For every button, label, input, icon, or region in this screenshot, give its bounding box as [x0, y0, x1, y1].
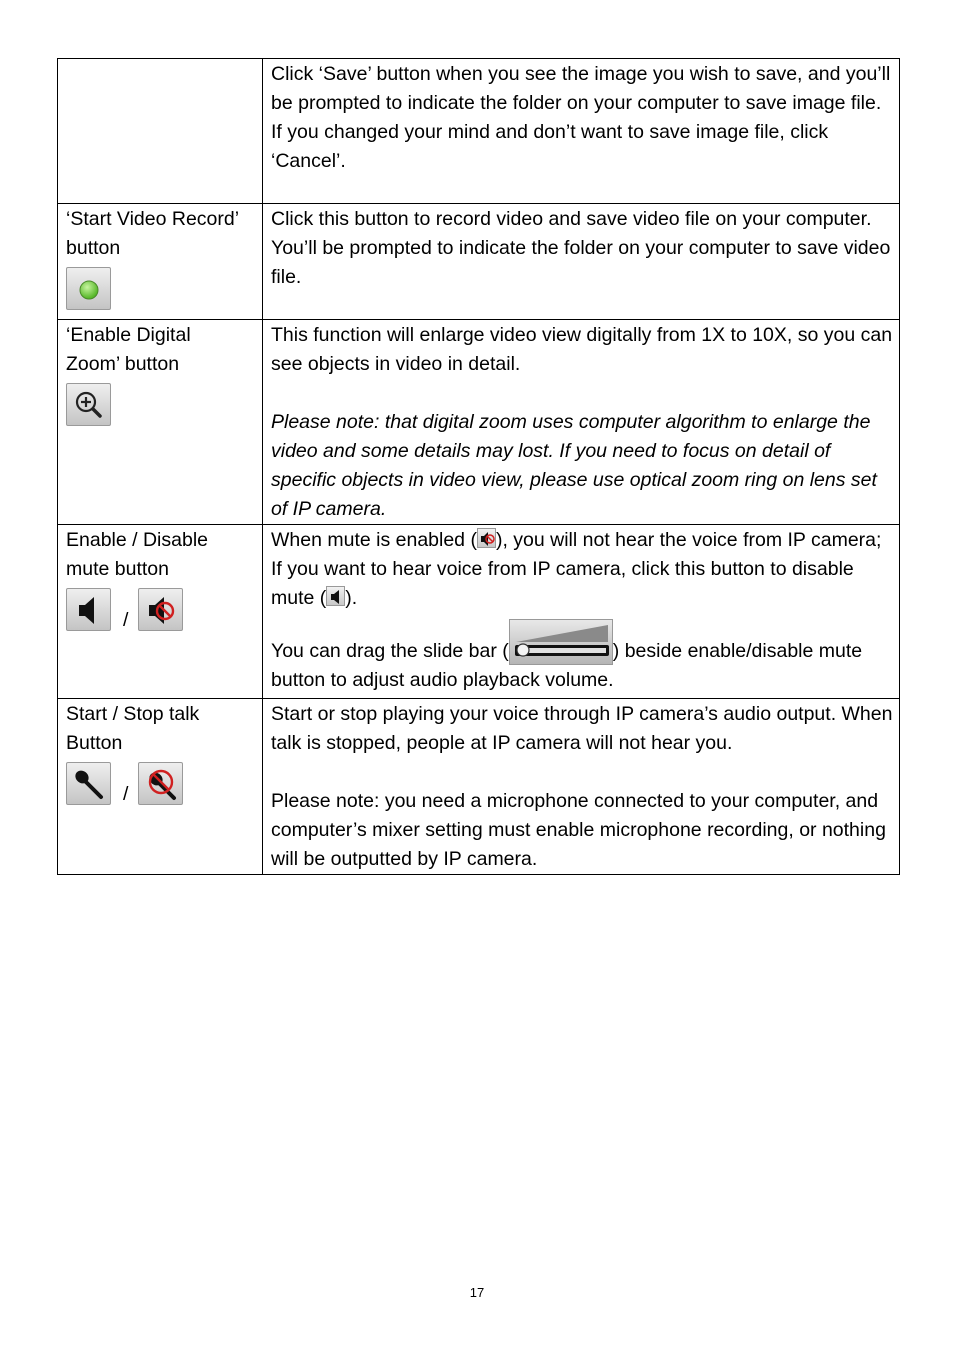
- feature-table: [57, 58, 900, 875]
- label-line: button: [66, 237, 121, 259]
- description-cell: [263, 699, 900, 875]
- slider-paragraph: You can drag the slide bar ( ) beside enable/disable mute button to adjust audio playback volume.: [271, 619, 893, 695]
- mute-paragraph: When mute is enabled ( ), you will not hear the voice from IP camera; If you want to hear voice from IP camera, click this button to disable mute ( ).: [271, 529, 882, 609]
- table-row: [58, 699, 900, 875]
- speaker-muted-icon: [477, 528, 496, 548]
- description-cell: [263, 525, 900, 699]
- table-row: [58, 204, 900, 320]
- record-icon: [66, 267, 111, 310]
- label-cell: [58, 525, 263, 699]
- label-line: Enable / Disable: [66, 529, 209, 551]
- label-cell: [58, 699, 263, 875]
- table-row: [58, 59, 900, 204]
- description-cell: [263, 59, 900, 204]
- speaker-icon: [66, 588, 111, 631]
- page-number: 17: [469, 1285, 485, 1300]
- label-cell: [58, 204, 263, 320]
- volume-slider-icon: [509, 619, 613, 665]
- label-line: Start / Stop talk: [66, 703, 200, 725]
- table-row: [58, 525, 900, 699]
- microphone-off-icon: [138, 762, 183, 805]
- label-cell: [58, 320, 263, 525]
- description-text: Click this button to record video and save video file on your computer. You’ll be prompted to indicate the folder on your computer to save video file.: [271, 208, 891, 288]
- zoom-in-icon: [66, 383, 111, 426]
- speaker-muted-icon: [138, 588, 183, 631]
- label-line: mute button: [66, 558, 169, 580]
- description-text: This function will enlarge video view digitally from 1X to 10X, so you can see objects in video in detail.: [271, 324, 893, 375]
- table-row: [58, 320, 900, 525]
- description-text: Start or stop playing your voice through IP camera’s audio output. When talk is stopped, people at IP camera will not hear you.: [271, 703, 893, 754]
- note-text: Please note: that digital zoom uses computer algorithm to enlarge the video and some details may lost. If you need to focus on detail of specific objects in video view, please use optical zoom ring on lens set of IP camera.: [271, 411, 877, 520]
- label-line: ‘Start Video Record’: [66, 208, 240, 230]
- label-line: Button: [66, 732, 123, 754]
- label-line: ‘Enable Digital: [66, 324, 191, 346]
- description-cell: [263, 320, 900, 525]
- microphone-icon: [66, 762, 111, 805]
- label-line: Zoom’ button: [66, 353, 180, 375]
- separator-slash: /: [123, 783, 129, 805]
- speaker-icon: [326, 586, 345, 606]
- description-cell: [263, 204, 900, 320]
- description-text: Click ‘Save’ button when you see the image you wish to save, and you’ll be prompted to indicate the folder on your computer to save image file. If you changed your mind and don’t want to save image file, click ‘Cancel’.: [271, 63, 891, 172]
- separator-slash: /: [123, 609, 129, 631]
- label-cell: [58, 59, 263, 204]
- note-text: Please note: you need a microphone connected to your computer, and computer’s mixer setting must enable microphone recording, or nothing will be outputted by IP camera.: [271, 790, 886, 870]
